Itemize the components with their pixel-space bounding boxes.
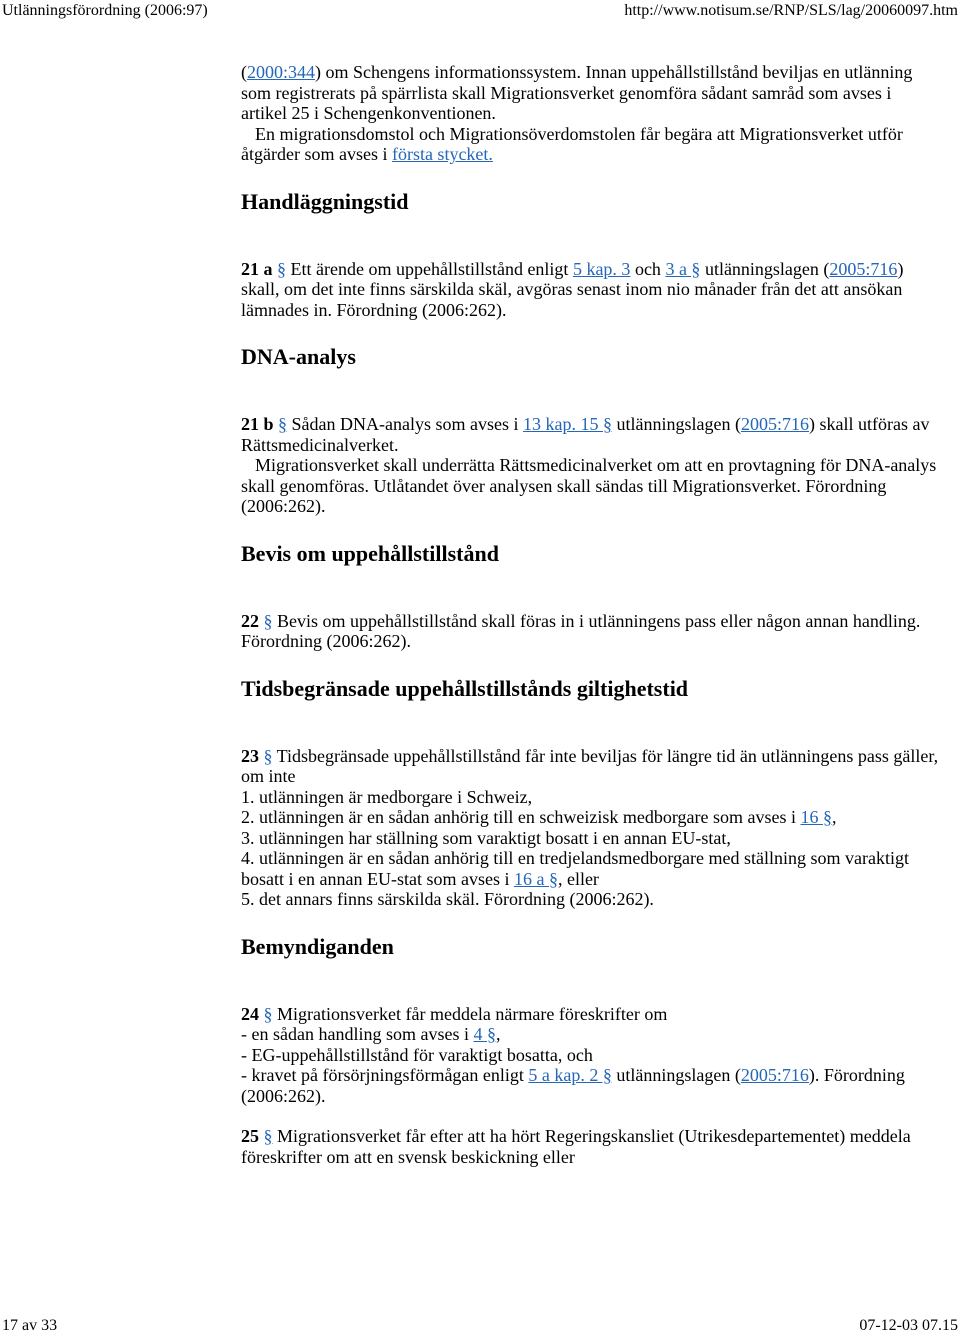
section-21b: 21 b § Sådan DNA-analys som avses i 13 kap. 15 § utlänningslagen (2005:716) skall utföras av Rättsmedicinalverket. bbox=[241, 414, 930, 455]
section-mark-21a[interactable]: § bbox=[277, 258, 286, 279]
print-datetime: 07-12-03 07.15 bbox=[859, 1317, 958, 1334]
document-body bbox=[241, 62, 941, 1167]
paragraph-schengen: (2000:344) om Schengens informationssystem. Innan uppehållstillstånd beviljas en utlänning som registrerats på spärrlista skall Migrationsverket genomföra sådant samråd som avses i artikel 25 i Schengenkonventionen. bbox=[241, 62, 913, 123]
page-url: http://www.notisum.se/RNP/SLS/lag/20060097.htm bbox=[624, 2, 958, 19]
link-16[interactable]: 16 § bbox=[800, 807, 833, 827]
link-2000-344[interactable]: 2000:344 bbox=[247, 62, 316, 82]
list-item: 3. utlänningen har ställning som varaktigt bosatt i en annan EU-stat, bbox=[241, 827, 731, 848]
section-mark-25[interactable]: § bbox=[263, 1126, 273, 1146]
heading-handlaggningstid: Handläggningstid bbox=[241, 188, 409, 214]
print-footer bbox=[0, 1316, 960, 1338]
section-22: 22 § Bevis om uppehållstillstånd skall föras in i utlänningens pass eller någon annan handling. Förordning (2006:262). bbox=[241, 610, 921, 651]
section-21a: 21 a § Ett ärende om uppehållstillstånd enligt 5 kap. 3 och 3 a § utlänningslagen (2005:716) skall, om det inte finns särskilda skäl, avgöras senast inom nio månader från det att ansökan lämnades in. Förordning (2006:262). bbox=[241, 258, 904, 320]
link-2005-716-c[interactable]: 2005:716 bbox=[740, 1065, 809, 1085]
list-item: 5. det annars finns särskilda skäl. Förordning (2006:262). bbox=[241, 889, 654, 909]
section-mark-21b[interactable]: § bbox=[278, 414, 288, 434]
link-3a[interactable]: 3 a § bbox=[665, 258, 701, 279]
link-16a[interactable]: 16 a § bbox=[513, 868, 558, 889]
link-2005-716[interactable]: 2005:716 bbox=[829, 258, 898, 279]
page-number: 17 av 33 bbox=[2, 1317, 58, 1334]
link-5-kap-3[interactable]: 5 kap. 3 bbox=[572, 258, 631, 279]
list-item: - kravet på försörjningsförmågan enligt 5 a kap. 2 § utlänningslagen (2005:716). Förordning (2006:262). bbox=[241, 1065, 905, 1106]
section-23: 23 § Tidsbegränsade uppehållstillstånd får inte beviljas för längre tid än utlänningens pass gäller, om inte bbox=[241, 745, 939, 786]
list-item: - en sådan handling som avses i 4 §, bbox=[241, 1024, 501, 1044]
paragraph-migrationsdomstol: En migrationsdomstol och Migrationsöverdomstolen får begära att Migrationsverket utför åtgärder som avses i första stycket. bbox=[241, 123, 903, 164]
heading-giltighetstid: Tidsbegränsade uppehållstillstånds giltighetstid bbox=[241, 675, 689, 701]
list-item: - EG-uppehållstillstånd för varaktigt bosatta, och bbox=[241, 1044, 593, 1065]
print-header bbox=[0, 0, 960, 26]
link-4[interactable]: 4 § bbox=[473, 1024, 496, 1044]
heading-bevis: Bevis om uppehållstillstånd bbox=[241, 540, 499, 566]
section-24: 24 § Migrationsverket får meddela närmare föreskrifter om bbox=[241, 1003, 668, 1024]
heading-dna-analys: DNA-analys bbox=[241, 344, 356, 369]
document-title: Utlänningsförordning (2006:97) bbox=[2, 2, 208, 19]
list-item: 1. utlänningen är medborgare i Schweiz, bbox=[241, 786, 533, 807]
heading-bemyndiganden: Bemyndiganden bbox=[241, 933, 394, 959]
section-mark-23[interactable]: § bbox=[263, 745, 273, 766]
link-2005-716-b[interactable]: 2005:716 bbox=[740, 414, 809, 434]
link-13-kap-15[interactable]: 13 kap. 15 § bbox=[522, 414, 612, 434]
link-5a-kap-2[interactable]: 5 a kap. 2 § bbox=[528, 1065, 612, 1085]
list-item: 2. utlänningen är en sådan anhörig till en schweizisk medborgare som avses i 16 §, bbox=[241, 807, 837, 827]
section-mark-22[interactable]: § bbox=[263, 610, 273, 631]
paragraph-provtagning: Migrationsverket skall underrätta Rättsmedicinalverket om att en provtagning för DNA-analys skall genomföras. Utlåtandet över analysen skall sändas till Migrationsverket. Förordning (2006:262). bbox=[241, 455, 937, 516]
list-item: 4. utlänningen är en sådan anhörig till en tredjelandsmedborgare med ställning som varaktigt bosatt i en annan EU-stat som avses i 16 a §, eller bbox=[241, 848, 909, 889]
section-25: 25 § Migrationsverket får efter att ha hört Regeringskansliet (Utrikesdepartementet) meddela föreskrifter om att en svensk beskickning eller bbox=[241, 1126, 911, 1167]
section-mark-24[interactable]: § bbox=[263, 1003, 273, 1024]
link-forsta-stycket[interactable]: första stycket. bbox=[391, 144, 493, 164]
